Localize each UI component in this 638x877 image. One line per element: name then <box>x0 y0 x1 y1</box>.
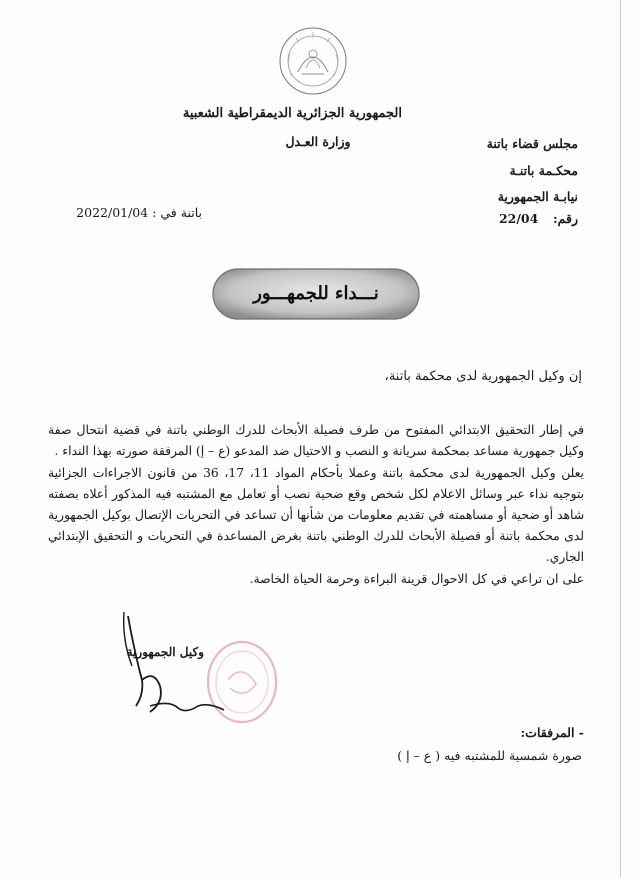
scan-margin-line <box>620 0 621 877</box>
court-council-label: مجلس قضاء باتنة <box>486 136 578 151</box>
republic-title: الجمهورية الجزائرية الديمقراطية الشعبية <box>182 106 402 121</box>
reference-label: رقم: <box>553 211 578 226</box>
national-emblem-icon <box>276 24 350 98</box>
prosecution-label: نيابـة الجمهورية <box>497 189 578 204</box>
attachment-item: صورة شمسية للمشتبه فيه ( ع – إ ) <box>397 748 582 763</box>
ministry-title: وزارة العـدل <box>285 134 351 149</box>
signature-and-stamp <box>120 610 280 730</box>
body-paragraph-3: على ان تراعي في كل الاحوال قرينة البراءة وحرمة الحياة الخاصة. <box>249 572 584 586</box>
place-and-date: باتنة في : 2022/01/04 <box>76 205 202 220</box>
attachments-label: - المرفقات: <box>520 725 584 740</box>
body-paragraph-2: يعلن وكيل الجمهورية لدى محكمة باتنة وعملا بأحكام المواد 11، 17، 36 من قانون الاجراءات الجزائية بتوجيه نداء عبر وسائل الاعلام لكل شخص وقع ضحية نصب أو تعامل مع المشتبه فيه المذكور أعلاه بصفته شاهد أو ضحية أو مساهمته في تقديم معلومات من شأنها أن تساعد في التحريات الإتصال بوكيل الجمهورية لدى محكمة باتنة أو فصيلة الأبحاث للدرك الوطني باتنة بغرض المساعدة في التحريات و التحقيق الإبتدائي الجاري. <box>48 466 584 564</box>
court-label: محكـمة باتنـة <box>509 163 578 178</box>
signature-title: وكيل الجمهورية <box>126 645 204 659</box>
addressee-line: إن وكيل الجمهورية لدى محكمة باتنة، <box>384 369 582 384</box>
reference-line <box>499 211 578 226</box>
reference-number: 22/04 <box>498 211 539 226</box>
body-paragraph-1: في إطار التحقيق الابتدائي المفتوح من طرف فصيلة الأبحاث للدرك الوطني باتنة في قضية انتحال صفة وكيل جمهورية مساعد بمحكمة سريانة و النصب و الاحتيال ضد المدعو (ع – إ) المرفقة صورته بهذا النداء . <box>48 423 584 458</box>
banner-title: نـــداء للجمهـــور <box>253 283 379 304</box>
